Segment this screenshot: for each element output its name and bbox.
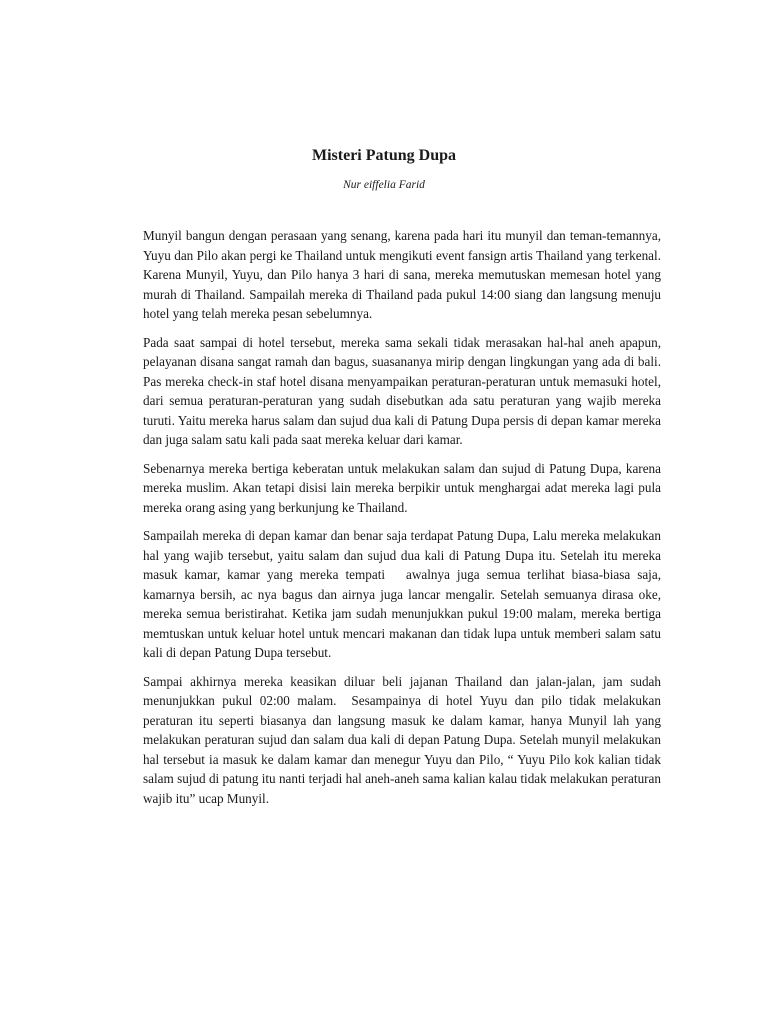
paragraph-1: Munyil bangun dengan perasaan yang senang, karena pada hari itu munyil dan teman-temannya, Yuyu dan Pilo akan pergi ke Thailand untuk mengikuti event fansign artis Thailand yang terkenal. Karena Munyil, Yuyu, dan Pilo hanya 3 hari di sana, mereka memutuskan memesan hotel yang murah di Thailand. Sampailah mereka di Thailand pada pukul 14:00 siang dan langsung menuju hotel yang telah mereka pesan sebelumnya. (143, 228, 665, 321)
paragraph-2: Pada saat sampai di hotel tersebut, mereka sama sekali tidak merasakan hal-hal aneh apapun, pelayanan disana sangat ramah dan bagus, suasananya mirip dengan lingkungan yang ada di bali. Pas mereka check-in staf hotel disana menyampaikan peraturan-peraturan untuk memasuki hotel, dari semua peraturan-peraturan yang sudah disebutkan ada satu peraturan yang wajib mereka turuti. Yaitu mereka harus salam dan sujud dua kali di Patung Dupa persis di depan kamar mereka dan juga salam satu kali pada saat mereka keluar dari kamar. (143, 334, 665, 447)
document-title: Misteri Patung Dupa (312, 147, 456, 164)
paragraph-5: Sampai akhirnya mereka keasikan diluar beli jajanan Thailand dan jalan-jalan, jam sudah menunjukkan pukul 02:00 malam. Sesampainya di hotel Yuyu dan pilo tidak melakukan peraturan itu seperti biasanya dan langsung masuk ke dalam kamar, hanya Munyil lah yang melakukan peraturan sujud dan salam dua kali di depan Patung Dupa. Setelah munyil melakukan hal tersebut ia masuk ke dalam kamar dan menegur Yuyu dan Pilo, “ Yuyu Pilo kok kalian tidak salam sujud di patung itu nanti terjadi hal aneh-aneh sama kalian kalau tidak melakukan peraturan wajib itu” ucap Munyil. (143, 673, 665, 806)
paragraph-3: Sebenarnya mereka bertiga keberatan untuk melakukan salam dan sujud di Patung Dupa, karena mereka muslim. Akan tetapi disisi lain mereka berpikir untuk menghargai adat mereka lagi pula mereka orang asing yang berkunjung ke Thailand. (143, 460, 665, 515)
paragraph-4: Sampailah mereka di depan kamar dan benar saja terdapat Patung Dupa, Lalu mereka melakukan hal yang wajib tersebut, yaitu salam dan sujud dua kali di Patung Dupa itu. Setelah itu mereka masuk kamar, kamar yang mereka tempati awalnya juga semua terlihat biasa-biasa saja, kamarnya bersih, ac nya bagus dan airnya juga lancar mengalir. Setelah semuanya dirasa oke, mereka semua beristirahat. Ketika jam sudah menunjukkan pukul 19:00 malam, mereka bertiga memtuskan untuk keluar hotel untuk mencari makanan dan tidak lupa untuk memberi salam satu kali di depan Patung Dupa tersebut. (143, 528, 665, 660)
document-author: Nur eiffelia Farid (343, 179, 425, 191)
document-body (143, 226, 665, 817)
